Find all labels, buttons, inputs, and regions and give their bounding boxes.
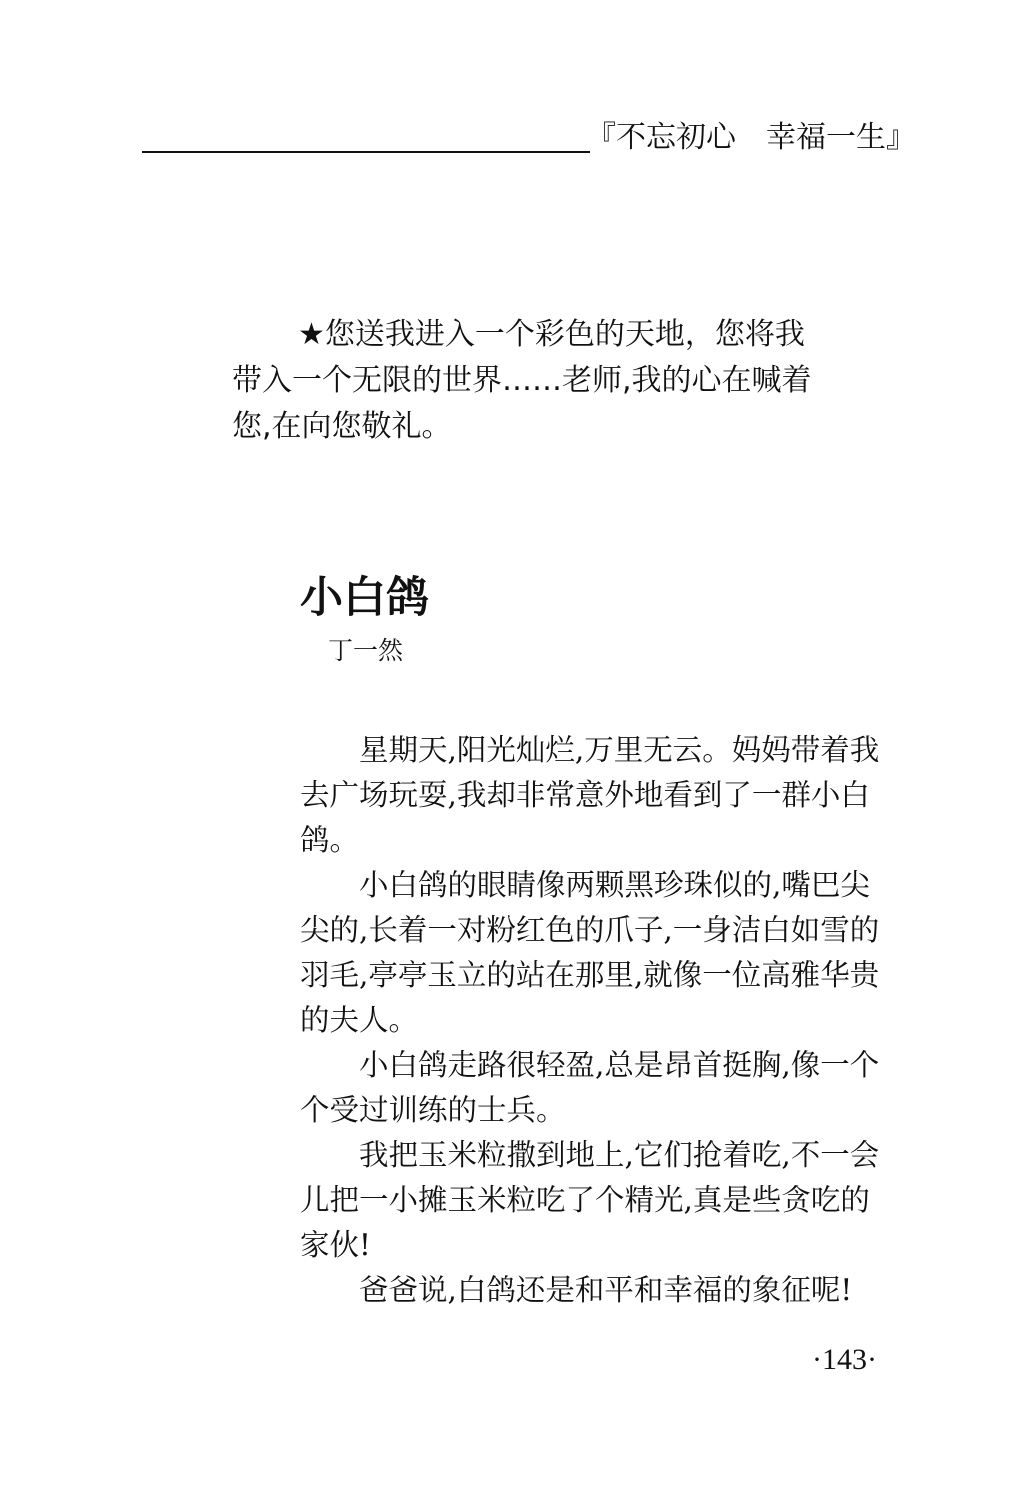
paragraph: 爸爸说,白鸽还是和平和幸福的象征呢! [359,1273,853,1307]
paragraph: 小白鸽走路很轻盈,总是昂首挺胸,像一个个受过训练的士兵。 [300,1048,880,1127]
quote-text: ★您送我进入一个彩色的天地，您将我带入一个无限的世界……老师,我的心在喊着您,在向您敬礼。 [232,317,812,444]
header-rule [142,151,590,153]
quote-block [232,312,832,450]
running-header-title: 『不忘初心 幸福一生』 [586,120,916,155]
paragraph: 星期天,阳光灿烂,万里无云。妈妈带着我去广场玩耍,我却非常意外地看到了一群小白鸽。 [300,733,880,857]
article-title: 小白鸽 [300,573,429,623]
page-number: ·143· [812,1343,877,1376]
article-body [300,728,890,1313]
paragraph: 小白鸽的眼睛像两颗黑珍珠似的,嘴巴尖尖的,长着一对粉红色的爪子,一身洁白如雪的羽毛,亭亭玉立的站在那里,就像一位高雅华贵的夫人。 [300,868,880,1037]
paragraph: 我把玉米粒撒到地上,它们抢着吃,不一会儿把一小摊玉米粒吃了个精光,真是些贪吃的家伙! [300,1138,880,1262]
article-author: 丁一然 [328,636,404,665]
